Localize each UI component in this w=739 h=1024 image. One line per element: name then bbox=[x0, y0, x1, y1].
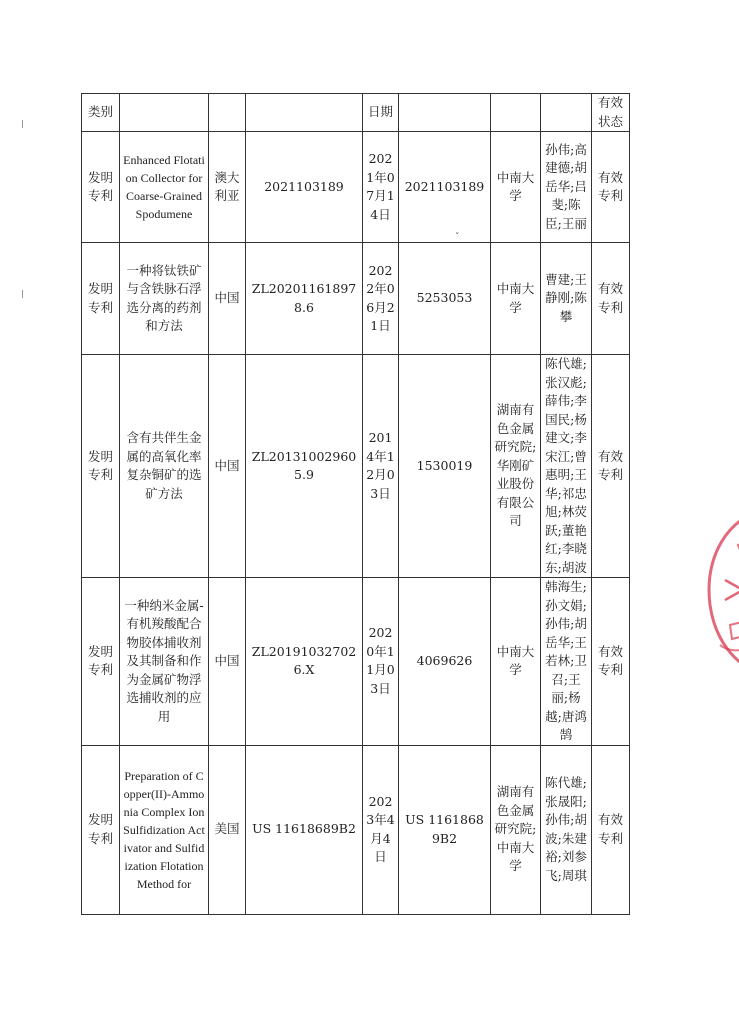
header-category: 类别 bbox=[82, 94, 120, 132]
header-status: 有效状态 bbox=[592, 94, 630, 132]
header-date: 日期 bbox=[363, 94, 399, 132]
cell-status: 有效专利 bbox=[592, 355, 630, 578]
cell-date: 2021年07月14日 bbox=[363, 132, 399, 243]
cell-patent-no: ZL201910327026.X bbox=[246, 578, 363, 746]
cell-owner: 中南大学 bbox=[491, 578, 541, 746]
cell-cert-no: 1530019 bbox=[399, 355, 491, 578]
cell-status: 有效专利 bbox=[592, 578, 630, 746]
header-empty-cert bbox=[399, 94, 491, 132]
cell-patent-name: Enhanced Flotation Collector for Coarse-Grained Spodumene bbox=[120, 132, 209, 243]
cell-inventors: 韩海生;孙文娟;孙伟;胡岳华;王若林;卫召;王丽;杨越;唐鸿鹄 bbox=[541, 578, 592, 746]
table-row bbox=[82, 745, 630, 914]
cell-inventors: 曹建;王静刚;陈攀 bbox=[541, 243, 592, 355]
cell-country: 中国 bbox=[209, 578, 246, 746]
header-empty-name bbox=[120, 94, 209, 132]
table-row bbox=[82, 355, 630, 578]
cell-patent-name: 一种纳米金属-有机羧酸配合物胶体捕收剂及其制备和作为金属矿物浮选捕收剂的应用 bbox=[120, 578, 209, 746]
table-row bbox=[82, 132, 630, 243]
header-empty-inventors bbox=[541, 94, 592, 132]
cell-cert-no: 5253053 bbox=[399, 243, 491, 355]
scan-mark bbox=[22, 120, 23, 128]
cell-owner: 中南大学 bbox=[491, 132, 541, 243]
cell-patent-name: 一种将钛铁矿与含铁脉石浮选分离的药剂和方法 bbox=[120, 243, 209, 355]
cell-owner: 湖南有色金属研究院;中南大学 bbox=[491, 745, 541, 914]
header-empty-owner bbox=[491, 94, 541, 132]
cell-country: 美国 bbox=[209, 745, 246, 914]
cell-inventors: 孙伟;高建德;胡岳华;吕斐;陈臣;王丽 bbox=[541, 132, 592, 243]
cell-date: 2022年06月21日 bbox=[363, 243, 399, 355]
cell-patent-name: Preparation of Copper(II)-Ammonia Complex Ion Sulfidization Activator and Sulfidization Flotation Method for bbox=[120, 745, 209, 914]
cell-inventors: 陈代雄;张晟阳;孙伟;胡波;朱建裕;刘参飞;周琪 bbox=[541, 745, 592, 914]
cell-date: 2014年12月03日 bbox=[363, 355, 399, 578]
header-row bbox=[82, 94, 630, 132]
cell-patent-name: 含有共伴生金属的高氧化率复杂铜矿的选矿方法 bbox=[120, 355, 209, 578]
cell-cert-no: 2021103189 bbox=[399, 132, 491, 243]
patent-table bbox=[81, 93, 630, 915]
header-empty-patent-no bbox=[246, 94, 363, 132]
cell-patent-no: ZL201310029605.9 bbox=[246, 355, 363, 578]
cell-category: 发明专利 bbox=[82, 578, 120, 746]
cell-category: 发明专利 bbox=[82, 132, 120, 243]
table-row bbox=[82, 578, 630, 746]
cell-category: 发明专利 bbox=[82, 745, 120, 914]
cell-owner: 湖南有色金属研究院;华刚矿业股份有限公司 bbox=[491, 355, 541, 578]
cell-status: 有效专利 bbox=[592, 132, 630, 243]
cell-country: 中国 bbox=[209, 243, 246, 355]
caret-mark: ˇ bbox=[455, 233, 460, 243]
cell-category: 发明专利 bbox=[82, 243, 120, 355]
cell-date: 2020年11月03日 bbox=[363, 578, 399, 746]
cell-patent-no: US 11618689B2 bbox=[246, 745, 363, 914]
cell-cert-no: US 11618689B2 bbox=[399, 745, 491, 914]
cell-patent-no: 2021103189 bbox=[246, 132, 363, 243]
cell-owner: 中南大学 bbox=[491, 243, 541, 355]
cell-country: 中国 bbox=[209, 355, 246, 578]
red-seal-stamp bbox=[700, 505, 739, 675]
cell-date: 2023年4月4日 bbox=[363, 745, 399, 914]
scan-mark bbox=[22, 290, 23, 298]
cell-status: 有效专利 bbox=[592, 243, 630, 355]
cell-cert-no: 4069626 bbox=[399, 578, 491, 746]
cell-patent-no: ZL202011618978.6 bbox=[246, 243, 363, 355]
cell-status: 有效专利 bbox=[592, 745, 630, 914]
table-row bbox=[82, 243, 630, 355]
header-empty-country bbox=[209, 94, 246, 132]
cell-category: 发明专利 bbox=[82, 355, 120, 578]
cell-inventors: 陈代雄;张汉彪;薛伟;李国民;杨建文;李宋江;曾惠明;王华;祁忠旭;林荧跃;董艳红;李晓东;胡波 bbox=[541, 355, 592, 578]
cell-country: 澳大利亚 bbox=[209, 132, 246, 243]
